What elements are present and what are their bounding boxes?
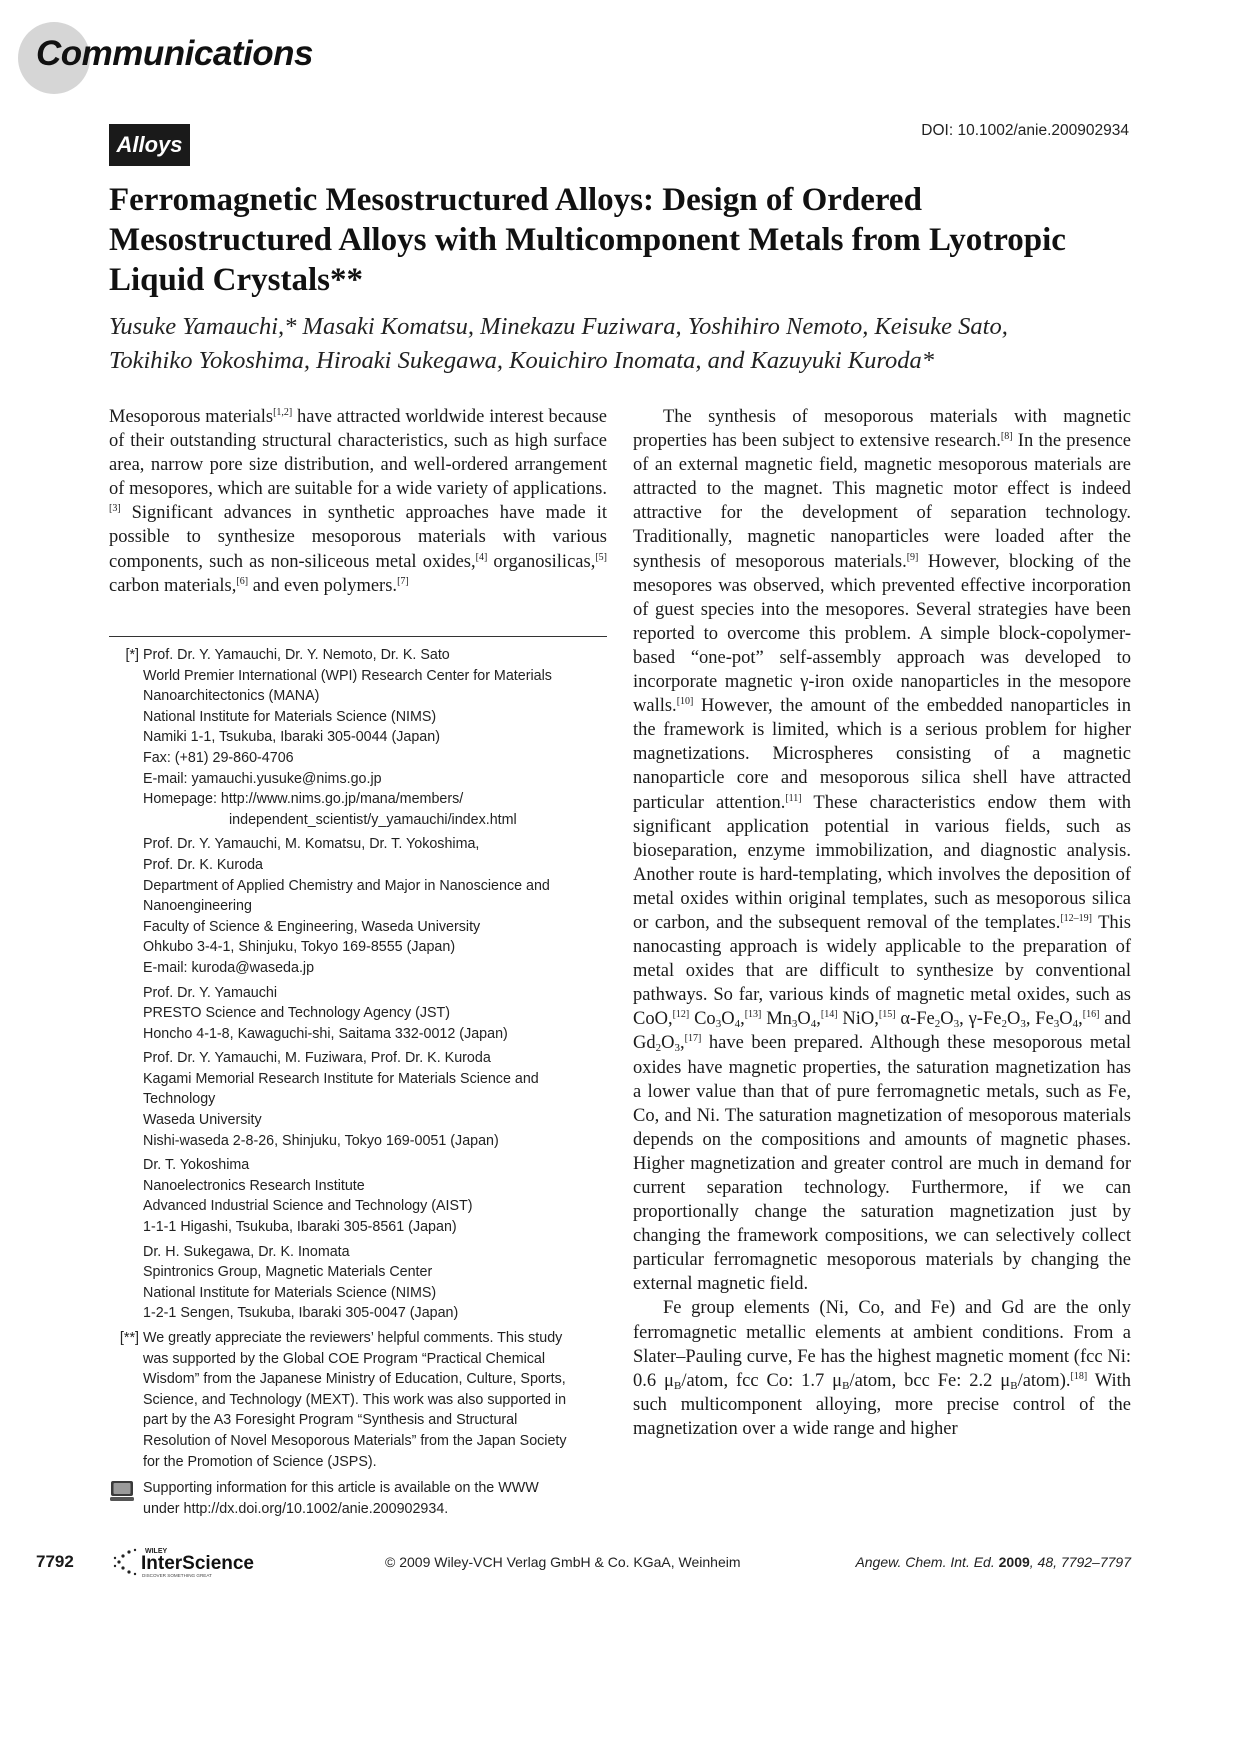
affiliation-footnote <box>109 645 609 1324</box>
page-footer <box>0 1538 1241 1588</box>
citation-ref[interactable]: [1,2] <box>273 407 293 418</box>
body-paragraph-3: Fe group elements (Ni, Co, and Fe) and Gd are the only ferromagnetic metallic elements at ambient conditions. From a Slater–Pauling curve, Fe has the highest magnetic moment (fcc Ni: 0.6 $\mu_B$/atom, fcc Co: 1.7 $\mu_B$/atom, bcc Fe: 2.2 $\mu_B/atom).[18]$ With such multicomponent alloying, more precise control of the magnetization over a wide range and higher <box>633 1298 1131 1439</box>
citation-ref[interactable]: [10] <box>676 696 694 708</box>
author-line: Tokihiko Yokoshima, Hiroaki Sukegawa, Kouichiro Inomata, and Kazuyuki Kuroda* <box>109 347 935 374</box>
homepage-link[interactable]: independent_scientist/y_yamauchi/index.html <box>229 811 517 828</box>
email-link[interactable]: E-mail: kuroda@waseda.jp <box>143 959 315 976</box>
affiliation-2: Prof. Dr. Y. Yamauchi, M. Komatsu, Dr. T. Yokoshima, Prof. Dr. K. Kuroda Department of Applied Chemistry and Major in Nanoscience and Nanoengineering Faculty of Science & Engineering, Waseda University Ohkubo 3-4-1, Shinjuku, Tokyo 169-8555 (Japan) E-mail: kuroda@waseda.jp <box>143 834 609 978</box>
affiliation-6: Dr. H. Sukegawa, Dr. K. Inomata Spintronics Group, Magnetic Materials Center National Institute for Materials Science (NIMS) 1-2-1 Sengen, Tsukuba, Ibaraki 305-0047 (Japan) <box>143 1243 459 1322</box>
affiliation-3: Prof. Dr. Y. Yamauchi PRESTO Science and Technology Agency (JST) Honcho 4-1-8, Kawaguchi-shi, Saitama 332-0012 (Japan) <box>143 984 508 1042</box>
footnote-mark: [**] <box>119 1330 139 1346</box>
doi-link[interactable]: under http://dx.doi.org/10.1002/anie.200902934. <box>143 1500 449 1517</box>
affiliation-1: Prof. Dr. Y. Yamauchi, Dr. Y. Nemoto, Dr. K. Sato World Premier International (WPI) Research Center for Materials Nanoarchitectonics (MANA) National Institute for Materials Science (NIMS) Namiki 1-1, Tsukuba, Ibaraki 305-0044 (Japan) Fax: (+81) 29-860-4706 E-mail: yamauchi.yusuke@nims.go.jp Homepage: http://www.nims.go.jp/mana/members/ independent_scientist/y_yamauchi/index.html <box>143 645 609 830</box>
citation-ref[interactable]: [17] <box>684 1033 702 1045</box>
citation-ref[interactable]: [12] <box>672 1009 690 1021</box>
page-number: 7792 <box>36 1552 74 1571</box>
right-column <box>633 405 1131 1441</box>
citation-ref[interactable]: [4] <box>475 551 488 563</box>
citation-ref[interactable]: [13] <box>744 1009 762 1021</box>
section-header: Communications <box>36 34 313 73</box>
category-tag: Alloys <box>109 124 190 166</box>
journal-citation: Angew. Chem. Int. Ed. 2009, 48, 7792–7797 <box>855 1554 1131 1570</box>
wiley-interscience-logo <box>109 1544 284 1580</box>
affiliation-4: Prof. Dr. Y. Yamauchi, M. Fuziwara, Prof. Dr. K. Kuroda Kagami Memorial Research Institute for Materials Science and Technology Waseda University Nishi-waseda 2-8-26, Shinjuku, Tokyo 169-0051 (Japan) <box>143 1050 539 1149</box>
citation-ref[interactable]: [6] <box>236 575 249 587</box>
homepage-link[interactable]: Homepage: http://www.nims.go.jp/mana/members/ <box>143 791 464 808</box>
body-paragraph-1: Mesoporous materials[1,2] have attracted worldwide interest because of their outstanding structural characteristics, such as high surface area, narrow pore size distribution, and well-ordered arrangement of mesopores, which are suitable for a wide variety of applications.[3] Significant advances in synthetic approaches have made it possible to synthesize mesoporous materials with various components, such as non-siliceous metal oxides,[4] organosilicas,[5] carbon materials,[6] and even polymers.[7] <box>109 407 607 596</box>
body-paragraph-2: The synthesis of mesoporous materials with magnetic properties has been subject to extensive research.[8] In the presence of an external magnetic field, magnetic mesoporous materials are attracted to the magnet. This magnetic motor effect is indeed attractive for the development of separation technology. Traditionally, magnetic nanoparticles were loaded after the synthesis of mesoporous materials.[9] However, blocking of the mesopores was observed, which prevented effective incorporation of guest species into the mesopores. Several strategies have been reported to overcome this problem. A simple block-copolymer-based “one-pot” self-assembly approach was developed to incorporate magnetic γ-iron oxide nanoparticles in the mesopore walls.[10] However, the amount of the embedded nanoparticles in the framework is limited, which is a serious problem for higher magnetizations. Microspheres consisting of a magnetic nanoparticle core and mesoporous silica shell have attracted particular attention.[11] These characteristics endow them with significant application potential in various fields, such as bioseparation, enzyme immobilization, and diagnostic analysis. Another route is hard-templating, which involves the deposition of metal oxides within original templates, such as mesoporous silica or carbon, and the subsequent removal of the templates.[12–19] This nanocasting approach is widely applicable to the preparation of metal oxides that are difficult to synthesize by conventional pathways. So far, various kinds of magnetic metal oxides, such as CoO,[12] $Co_3O_4,[13]$ $Mn_3O_4,[14]$ NiO,[15] $\alpha-Fe_2O_3$, $\gamma-Fe_2O_3$, $Fe_3O_4,[16]$ and $Gd_2O_3,[17]$ have been prepared. Although these mesoporous metal oxides have magnetic properties, the saturation magnetization has a lower value than that of pure ferromagnetic metals, such as Fe, Co, and Ni. The saturation magnetization of mesoporous materials depends on the compositions and amounts of magnetic phases. Higher magnetization and greater control are much in demand for current separation technology. Furthermore, if we can proportionally change the saturation magnetization just by changing the framework compositions, we can selectively collect particular ferromagnetic mesoporous materials by changing the external magnetic field. <box>633 407 1132 1295</box>
svg-text:DISCOVER SOMETHING GREAT: DISCOVER SOMETHING GREAT <box>142 1573 212 1578</box>
affiliation-5: Dr. T. Yokoshima Nanoelectronics Research Institute Advanced Industrial Science and Technology (AIST) 1-1-1 Higashi, Tsukuba, Ibaraki 305-8561 (Japan) <box>143 1157 473 1236</box>
acknowledgement-footnote: [**] We greatly appreciate the reviewers’ helpful comments. This study was supported by the Global COE Program “Practical Chemical Wisdom” from the Japanese Ministry of Education, Culture, Sports, Science, and Technology (MEXT). This work was also supported in part by the A3 Foresight Program “Synthesis and Structural Resolution of Novel Mesoporous Materials” from the Japan Society for the Promotion of Science (JSPS). <box>109 1328 609 1472</box>
citation-ref[interactable]: [12–19] <box>1060 912 1093 924</box>
citation-ref[interactable]: [15] <box>878 1009 896 1021</box>
citation-ref[interactable]: [8] <box>1000 431 1013 443</box>
citation-ref[interactable]: [5] <box>595 551 607 563</box>
citation-ref[interactable]: [18] <box>1070 1370 1088 1382</box>
citation-ref[interactable]: [9] <box>906 551 919 563</box>
svg-text:InterScience: InterScience <box>141 1553 254 1574</box>
citation-ref[interactable]: [16] <box>1082 1009 1100 1021</box>
citation-ref[interactable]: [11] <box>785 792 802 804</box>
author-list <box>109 310 1149 378</box>
citation-ref[interactable]: [7] <box>397 575 409 587</box>
copyright: © 2009 Wiley-VCH Verlag GmbH & Co. KGaA, Weinheim <box>385 1554 741 1570</box>
email-link[interactable]: E-mail: yamauchi.yusuke@nims.go.jp <box>143 770 382 787</box>
supporting-info-footnote: Supporting information for this article is available on the WWW under http://dx.doi.org/10.1002/anie.200902934. <box>109 1478 609 1519</box>
svg-text:WILEY: WILEY <box>145 1548 168 1555</box>
doi: DOI: 10.1002/anie.200902934 <box>921 122 1129 139</box>
citation-ref[interactable]: [14] <box>820 1009 838 1021</box>
footnote-mark: [*] <box>125 647 139 663</box>
footnotes <box>109 645 609 1523</box>
computer-icon <box>109 1480 135 1502</box>
author-line: Yusuke Yamauchi,* Masaki Komatsu, Minekazu Fuziwara, Yoshihiro Nemoto, Keisuke Sato, <box>109 313 1008 340</box>
citation-ref[interactable]: [3] <box>109 503 121 515</box>
footnote-divider <box>109 636 607 637</box>
article-title: Ferromagnetic Mesostructured Alloys: Design of Ordered Mesostructured Alloys with Multicomponent Metals from Lyotropic Liquid Crystals** <box>109 182 1066 298</box>
